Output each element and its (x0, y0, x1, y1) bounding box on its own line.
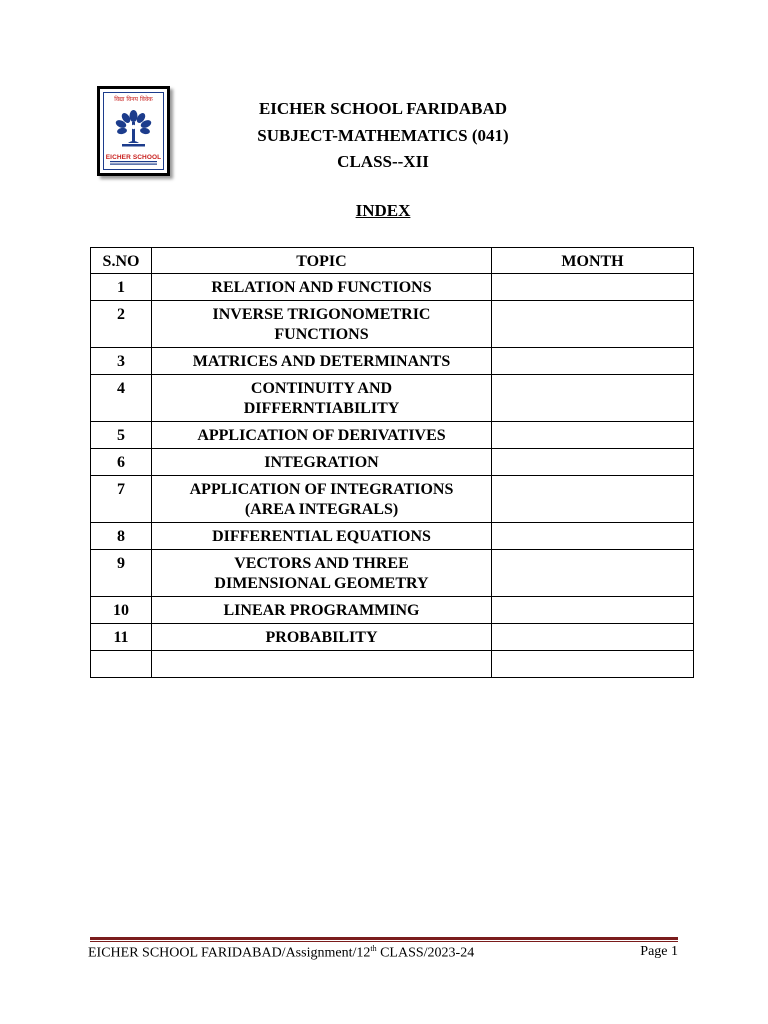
footer-prefix: EICHER SCHOOL FARIDABAD/Assignment/12 (88, 945, 371, 961)
footer-superscript: th (370, 944, 377, 953)
class-line: CLASS--XII (337, 152, 429, 171)
row-month (492, 348, 694, 375)
row-sno: 3 (91, 348, 152, 375)
header-sno: S.NO (91, 248, 152, 274)
table-row (91, 597, 694, 624)
row-topic (152, 523, 492, 550)
table-header-row (91, 248, 694, 274)
row-month (492, 476, 694, 523)
index-title: INDEX (355, 201, 411, 220)
footer-rule-thin (90, 941, 678, 942)
school-logo (97, 86, 170, 176)
row-sno: 2 (91, 301, 152, 348)
row-topic (152, 651, 492, 678)
logo-motto: विद्या विनय विवेक (114, 96, 153, 103)
row-topic (152, 301, 492, 348)
row-topic (152, 274, 492, 301)
row-topic (152, 624, 492, 651)
index-table (90, 247, 694, 678)
row-topic (152, 597, 492, 624)
row-month (492, 523, 694, 550)
row-month (492, 422, 694, 449)
footer-rule-thick (90, 937, 678, 940)
table-row (91, 375, 694, 422)
row-topic (152, 476, 492, 523)
row-topic (152, 375, 492, 422)
topic-line: CONTINUITY AND (250, 380, 393, 397)
topic-line: APPLICATION OF INTEGRATIONS (189, 481, 454, 498)
row-topic (152, 449, 492, 476)
row-month (492, 274, 694, 301)
table-row (91, 523, 694, 550)
table-row (91, 624, 694, 651)
table-row (91, 651, 694, 678)
topic-line: APPLICATION OF DERIVATIVES (197, 427, 446, 444)
table-row (91, 476, 694, 523)
row-sno (91, 651, 152, 678)
table-row (91, 550, 694, 597)
header-topic: TOPIC (152, 248, 492, 274)
row-sno: 4 (91, 375, 152, 422)
table-row (91, 422, 694, 449)
table-row (91, 274, 694, 301)
row-month (492, 624, 694, 651)
topic-line: DIMENSIONAL GEOMETRY (214, 575, 429, 592)
table-row (91, 449, 694, 476)
logo-school-name: EICHER SCHOOL (105, 154, 162, 161)
row-topic (152, 550, 492, 597)
footer-suffix: CLASS/2023-24 (376, 945, 475, 961)
row-topic (152, 348, 492, 375)
page-number: Page 1 (640, 944, 678, 959)
row-sno: 10 (91, 597, 152, 624)
topic-line: DIFFERNTIABILITY (243, 400, 400, 417)
row-month (492, 449, 694, 476)
row-sno: 8 (91, 523, 152, 550)
topic-line: (AREA INTEGRALS) (244, 501, 399, 518)
row-sno: 7 (91, 476, 152, 523)
row-sno: 6 (91, 449, 152, 476)
row-month (492, 375, 694, 422)
row-month (492, 550, 694, 597)
table-row (91, 301, 694, 348)
school-name: EICHER SCHOOL FARIDABAD (258, 99, 508, 118)
footer-document-id (88, 944, 474, 962)
row-month (492, 301, 694, 348)
topic-line: INTEGRATION (264, 454, 379, 471)
topic-line: PROBABILITY (265, 629, 378, 646)
row-sno: 9 (91, 550, 152, 597)
topic-line: INVERSE TRIGONOMETRIC (212, 306, 431, 323)
row-month (492, 597, 694, 624)
topic-line: MATRICES AND DETERMINANTS (192, 353, 451, 370)
row-sno: 1 (91, 274, 152, 301)
row-sno: 11 (91, 624, 152, 651)
row-month (492, 651, 694, 678)
topic-line: VECTORS AND THREE (234, 555, 409, 572)
table-row (91, 348, 694, 375)
row-sno: 5 (91, 422, 152, 449)
topic-line: FUNCTIONS (274, 326, 369, 343)
header-month: MONTH (492, 248, 694, 274)
topic-line: RELATION AND FUNCTIONS (211, 279, 432, 296)
subject-line: SUBJECT-MATHEMATICS (041) (257, 126, 509, 145)
row-topic (152, 422, 492, 449)
topic-line: DIFFERENTIAL EQUATIONS (212, 528, 431, 545)
topic-line: LINEAR PROGRAMMING (223, 602, 420, 619)
